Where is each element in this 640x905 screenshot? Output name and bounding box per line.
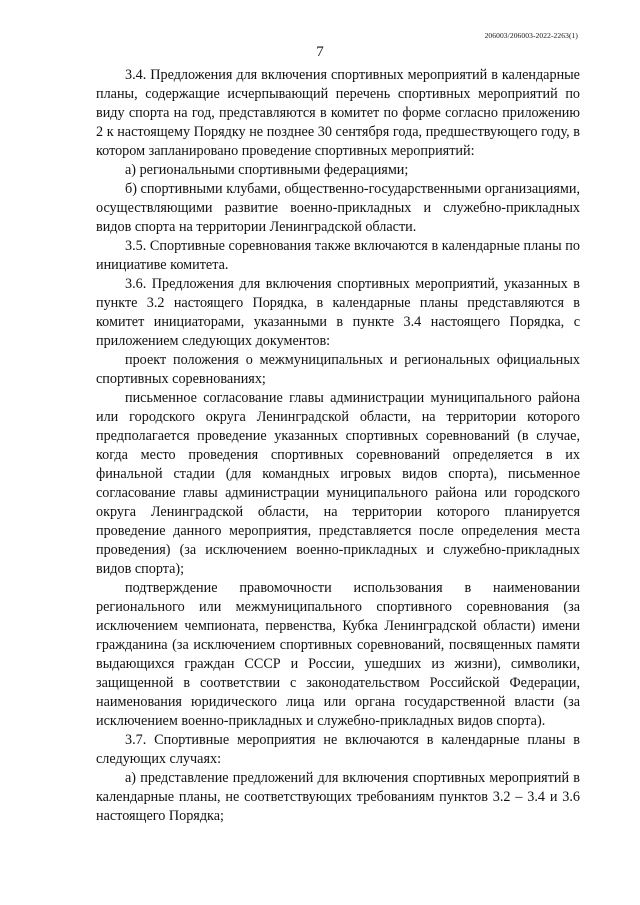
document-item-name-confirmation: подтверждение правомочности использования в наименовании регионального или межмуниципального спортивного соревнования (за исключением чемпионата, первенства, Кубка Ленинградской области) имени гражданина (за исключением спортивных соревнований, посвященных памяти выдающихся граждан СССР и России, ушедших из жизни), символики, защищенной в соответствии с законодательством Российской Федерации, наименования юридического лица или органа государственной власти (за исключением военно-прикладных и служебно-прикладных видов спорта).: [96, 580, 580, 729]
page-number: 7: [316, 44, 324, 60]
document-item-written-approval: письменное согласование главы администрации муниципального района или городского округа Ленинградской области, на территории которого предполагается проведение указанных спортивных соревнований (в случае, когда место проведения спортивных соревнований определяется в их финальной стадии (для командных игровых видов спорта), письменное согласование главы администрации муниципального района или городского округа Ленинградской области, на территории которого планируется проведение данного мероприятия, представляется после определения места проведения) (за исключением военно-прикладных и служебно-прикладных видов спорта);: [96, 390, 580, 577]
list-item-b-sports-clubs: б) спортивными клубами, общественно-государственными организациями, осуществляющими развитие военно-прикладных и служебно-прикладных видов спорта на территории Ленинградской области.: [96, 181, 580, 235]
paragraph-3-7: 3.7. Спортивные мероприятия не включаются в календарные планы в следующих случаях:: [96, 732, 580, 767]
list-item-a-nonconforming-proposals: а) представление предложений для включения спортивных мероприятий в календарные планы, не соответствующих требованиям пунктов 3.2 – 3.4 и 3.6 настоящего Порядка;: [96, 770, 580, 824]
paragraph-3-6: 3.6. Предложения для включения спортивных мероприятий, указанных в пункте 3.2 настоящего Порядка, в календарные планы представляются в комитет инициаторами, указанными в пункте 3.4 настоящего Порядка, с приложением следующих документов:: [96, 276, 580, 349]
list-item-a-regional-federations: а) региональными спортивными федерациями;: [125, 162, 409, 178]
document-item-regulation-draft: проект положения о межмуниципальных и региональных официальных спортивных соревнованиях;: [96, 352, 580, 387]
document-id: 206003/206003-2022-2263(1): [484, 31, 578, 40]
paragraph-3-4: 3.4. Предложения для включения спортивных мероприятий в календарные планы, содержащие исчерпывающий перечень спортивных мероприятий по виду спорта на год, представляются в комитет по форме согласно приложению 2 к настоящему Порядку не позднее 30 сентября года, предшествующего году, в котором запланировано проведение спортивных мероприятий:: [96, 67, 580, 159]
document-body: [96, 66, 580, 826]
paragraph-3-5: 3.5. Спортивные соревнования также включаются в календарные планы по инициативе комитета.: [96, 238, 580, 273]
